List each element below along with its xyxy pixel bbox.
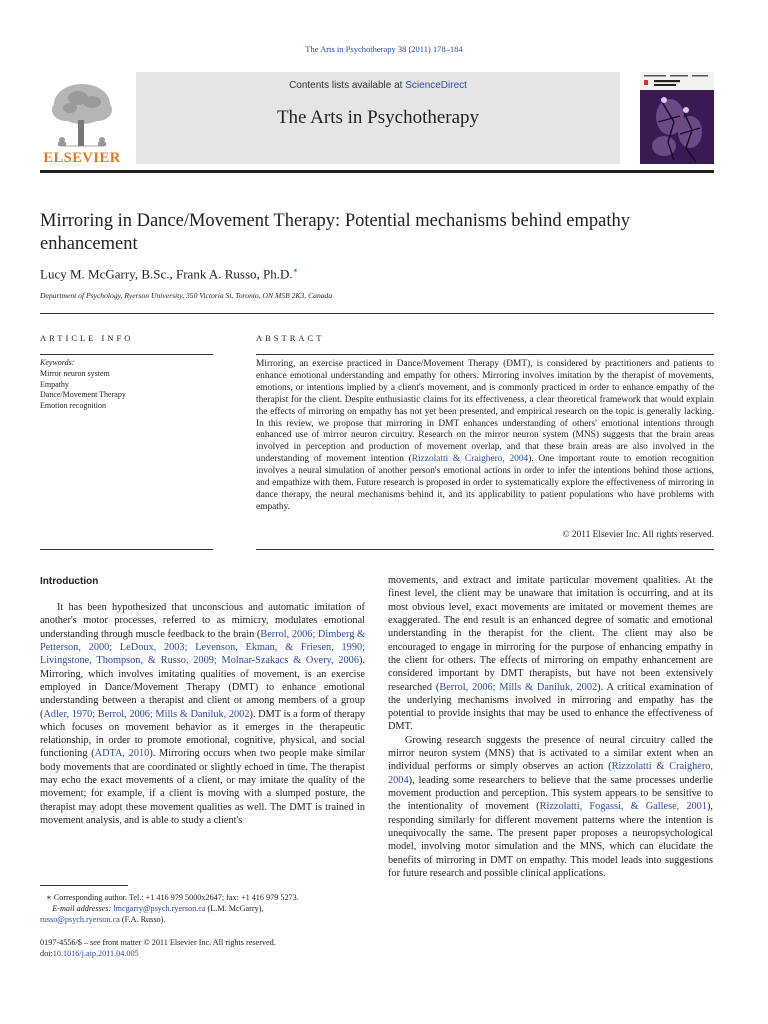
divider bbox=[256, 549, 714, 550]
contents-line bbox=[136, 80, 620, 91]
doi-link[interactable]: 10.1016/j.aip.2011.04.005 bbox=[52, 949, 139, 959]
abstract-text-b: ). One important route to emotion recognition involves a neural simulation of another person's emotional actions in order to infer the intentions behind those actions, and empathize with them. Future research is proposed in order to systematically explore the effectiveness of mirroring in dance therapy, the neural mechanisms behind it, and its applicability to patient populations who have problems with empathy. bbox=[256, 454, 714, 512]
paragraph-text: ), responding similarly for different movement patterns where the intention is unequivocally the same. The present paper proposes a neuropsychological model, involving motor simulation and the MNS, which can elucidate the benefits of mirroring in DMT on empathy. This model leads into suggestions for future research and possible clinical applications. bbox=[388, 801, 713, 879]
footnote-marker: ∗ bbox=[46, 893, 52, 902]
body-column-left bbox=[40, 601, 365, 827]
journal-cover-image[interactable] bbox=[640, 72, 714, 164]
article-info-heading: ARTICLE INFO bbox=[40, 333, 134, 343]
citation-link[interactable]: Berrol, 2006; Dimberg & Petterson, 2000; LeDoux, 2003; Levenson, Ekman, & Friesen, 1990; Livingstone, Thompson, & Russo, 2009; Molnar-Szakacs & Overy, 2006 bbox=[40, 628, 365, 667]
journal-title: The Arts in Psychotherapy bbox=[276, 107, 480, 128]
section-heading-introduction: Introduction bbox=[40, 576, 99, 587]
footnote-line bbox=[40, 892, 365, 903]
journal-reference-link[interactable]: The Arts in Psychotherapy 38 (2011) 178–184 bbox=[305, 44, 463, 54]
footnote-contact: Corresponding author. Tel.: +1 416 979 5000x2647; fax: +1 416 979 5273. bbox=[51, 893, 299, 902]
paragraph bbox=[388, 574, 713, 734]
divider bbox=[40, 354, 213, 355]
paragraph-text: ). A critical examination of the underlying mechanisms involved in mirroring and empathy has the potential to provide insights that may be used to enhance the effectiveness of DMT. bbox=[388, 681, 713, 733]
doi-line bbox=[40, 948, 365, 959]
citation-link[interactable]: Rizzolatti & Craighero, 2004 bbox=[388, 761, 713, 786]
sciencedirect-link[interactable]: ScienceDirect bbox=[405, 80, 467, 91]
paragraph bbox=[40, 601, 365, 827]
paragraph-text: Growing research suggests the presence of neural circuitry called the mirror neuron system (MNS) that is activated to a similar extent when an individual performs or simply observes an action ( bbox=[388, 734, 713, 773]
issn-line: 0197-4556/$ – see front matter © 2011 Elsevier Inc. All rights reserved. bbox=[40, 938, 276, 947]
citation-link[interactable]: ADTA, 2010 bbox=[94, 748, 150, 760]
body-column-right bbox=[388, 574, 713, 880]
citation-link[interactable]: Adler, 1970; Berrol, 2006; Mills & Daniluk, 2002 bbox=[43, 708, 250, 720]
paragraph-text: ). DMT is a form of therapy which focuses on movement behavior as it emerges in the therapeutic relationship, in order to promote emotional, cognitive, physical, and social functioning ( bbox=[40, 708, 365, 760]
paragraph-text: ). Mirroring, which involves imitating qualities of movement, is an exercise employed in Dance/Movement Therapy (DMT) to enhance emotional understanding between a therapist and client or among members of a group ( bbox=[40, 655, 365, 720]
abstract-copyright: © 2011 Elsevier Inc. All rights reserved. bbox=[562, 530, 714, 540]
front-matter bbox=[40, 937, 365, 960]
email-owner: (L.M. McGarry), bbox=[205, 904, 264, 913]
keyword: Dance/Movement Therapy bbox=[40, 390, 126, 400]
abstract-text-a: Mirroring, an exercise practiced in Dance/Movement Therapy (DMT), is considered by practitioners and patients to enhance emotional understanding and empathy for others. Mirroring involves imitation by the therapist of movements, emotions, or intentions implied by a client's movement, and is commonly practiced in order to enhance empathy of the therapist for the client. Despite enthusiastic claims for its effectiveness, a clear theoretical framework that would explain the effects of mirroring on empathy has not yet been presented, and empirical research on the topic is generally lacking. In this review, we propose that mirroring in DMT enhances understanding of others' emotional intentions through enhanced use of mirror neuron circuitry. Research on the mirror neuron system (MNS) suggests that the brain areas involved in perception and production of movement overlap, and that these brain areas are also involved in the understanding of movement intention ( bbox=[256, 359, 714, 465]
footnote-line bbox=[40, 914, 365, 925]
corresponding-author-marker[interactable]: ∗ bbox=[292, 266, 299, 275]
keyword: Mirror neuron system bbox=[40, 368, 110, 378]
affiliation: Department of Psychology, Ryerson University, 350 Victoria St, Toronto, ON M5B 2K3, Canada bbox=[40, 291, 333, 300]
paragraph-text: ), leading some researchers to believe that the same processes underlie movement production and perception. This system appears to be sensitive to the intentionality of movement ( bbox=[388, 774, 713, 813]
paragraph bbox=[388, 734, 713, 880]
email-owner: (F.A. Russo). bbox=[119, 915, 166, 924]
paragraph-text: It has been hypothesized that unconscious and automatic imitation of another's motor processes, referred to as mimicry, modulates emotional understanding through muscle feedback to the brain ( bbox=[40, 602, 365, 640]
doi-prefix: doi: bbox=[40, 949, 53, 959]
citation-link[interactable]: Berrol, 2006; Mills & Daniluk, 2002 bbox=[439, 681, 598, 693]
header-rule bbox=[40, 170, 714, 173]
footnote-rule bbox=[40, 885, 128, 886]
divider bbox=[40, 313, 714, 314]
publisher-wordmark: ELSEVIER bbox=[43, 150, 121, 166]
keywords-block bbox=[40, 358, 213, 412]
paper-title: Mirroring in Dance/Movement Therapy: Potential mechanisms behind empathy enhancement bbox=[40, 211, 630, 254]
divider bbox=[256, 354, 714, 355]
footnote bbox=[40, 892, 365, 925]
email-link[interactable]: lmcgarry@psych.ryerson.ca bbox=[113, 904, 206, 913]
abstract-heading: ABSTRACT bbox=[256, 333, 325, 343]
paragraph-text: movements, and extract and imitate particular movement qualities. At the finest level, the client may be unaware that imitation is occurring, and at its most obvious level, exact movements are imitated or movement themes are exaggerated. The end result is an enhanced degree of somatic and emotional understanding in the therapist for the client. The client may also be encouraged to engage in mirroring for the purpose of enhancing empathy in the client for others. The effects of mirroring on empathy enhancement are considered important by DMT therapists, but have not been extensively researched ( bbox=[388, 575, 713, 693]
keyword: Empathy bbox=[40, 379, 69, 389]
footnote-line bbox=[40, 903, 365, 914]
citation-link[interactable]: Rizzolatti, Fogassi, & Gallese, 2001 bbox=[539, 801, 707, 813]
contents-prefix: Contents lists available at bbox=[289, 80, 406, 91]
keywords-label: Keywords: bbox=[40, 358, 75, 367]
abstract-text bbox=[256, 359, 714, 514]
keyword: Emotion recognition bbox=[40, 401, 106, 411]
paragraph-text: ). Mirroring occurs when two people make similar body movements that are coordinated or slightly echoed in time. The therapist may echo the exact movements of a client, or may imitate the quality of the movement; for example, if a client is moving with a slumped posture, the therapist may adopt these movement qualities as well. The DMT is trained in movement analysis, and is able to study a client's bbox=[40, 748, 365, 826]
divider bbox=[40, 549, 213, 550]
citation-link[interactable]: Rizzolatti & Craighero, 2004 bbox=[411, 454, 529, 465]
email-label: E-mail addresses: bbox=[52, 904, 112, 913]
author-list bbox=[40, 266, 298, 282]
author-names: Lucy M. McGarry, B.Sc., Frank A. Russo, Ph.D. bbox=[40, 266, 293, 282]
email-link[interactable]: russo@psych.ryerson.ca bbox=[40, 915, 120, 924]
